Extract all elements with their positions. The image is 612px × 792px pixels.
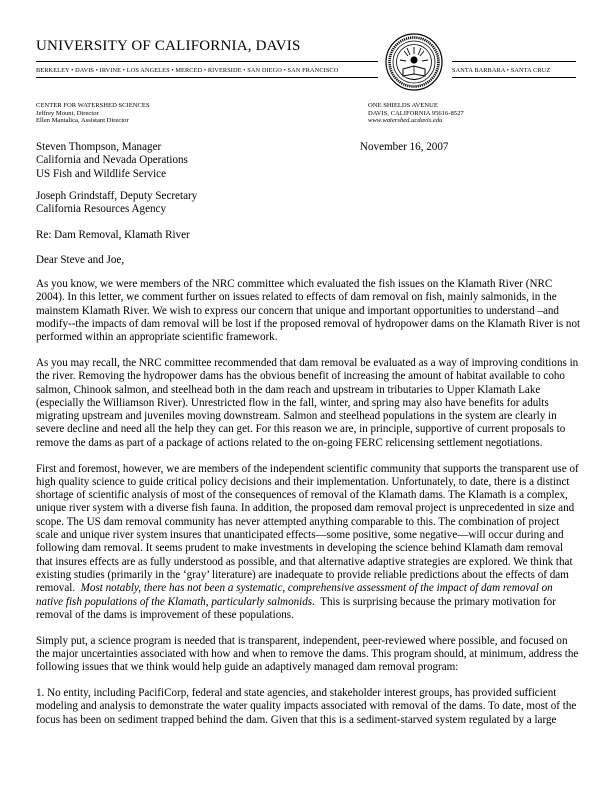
university-seal-icon [385, 33, 443, 91]
paragraph-line: migrating upstream and juveniles moving downstream. Salmon and steelhead populations in the system are clearly in [36, 410, 557, 423]
paragraph-2 [36, 356, 579, 450]
paragraph-line: high quality science to guide critical policy decisions and their implementation. Unfortunately, to date, there is a distinct [36, 475, 570, 488]
paragraph-1 [36, 278, 581, 344]
paragraph-line: As you may recall, the NRC committee recommended that dam removal be evaluated as a way of improving conditions in [36, 356, 579, 369]
emphasis-text: native fish populations of the Klamath, particularly salmonids [36, 595, 313, 608]
recipient-block-1 [36, 141, 576, 181]
paragraph-line [36, 582, 576, 595]
paragraph-line: the major uncertainties associated with how and when to remove the dams. This program should, at minimum, address the [36, 647, 579, 660]
letter-body [36, 278, 581, 739]
paragraph-line: First and foremost, however, we are members of the independent scientific community that supports the transparent use of [36, 462, 579, 475]
recipient-1-line: US Fish and Wildlife Service [36, 167, 166, 180]
paragraph-line: salmon, Chinook salmon, and steelhead both in the dam reach and upstream in tributaries to Upper Klamath Lake [36, 383, 541, 396]
website-link[interactable]: www.watershed.ucdavis.edu [368, 117, 443, 125]
paragraph-line: severe decline and need all the help they can get. For this reason we are, in principle, supportive of current proposals to [36, 423, 566, 436]
subject-line: Re: Dam Removal, Klamath River [36, 229, 190, 241]
paragraph-5 [36, 687, 576, 727]
paragraph-line: modeling and analysis to demonstrate the water quality impacts associated with removal of the dams. To date, most of the [36, 700, 577, 713]
paragraph-line: existing studies (primarily in the ‘gray’ literature) are inadequate to provide reliable predictions about the effects of dam [36, 568, 569, 581]
director-name: Jeffrey Mount, Director [36, 109, 99, 117]
paragraph-line: As you know, we were members of the NRC committee which evaluated the fish issues on the Klamath River (NRC [36, 278, 553, 290]
recipient-block-2 [36, 190, 576, 217]
paragraph-line: removal of the dams is improvement of these populations. [36, 608, 294, 621]
campus-list-left: BERKELEY • DAVIS • IRVINE • LOS ANGELES • MERCED • RIVERSIDE • SAN DIEGO • SAN FRANCISCO [36, 67, 339, 74]
center-name: CENTER FOR WATERSHED SCIENCES [36, 102, 150, 109]
paragraph-line: the river. Removing the hydropower dams has the obvious benefit of increasing the amount of habitat available to coho [36, 370, 565, 383]
assistant-director-name: Ellen Mantalica, Assistant Director [36, 117, 129, 125]
paragraph-line [36, 596, 576, 609]
recipient-1-line: California and Nevada Operations [36, 154, 188, 167]
paragraph-line: that insures effects are as fully understood as possible, and that alternative adaptive strategies are explored. We think that [36, 555, 573, 568]
recipient-2-line: California Resources Agency [36, 203, 167, 216]
paragraph-line: Simply put, a science program is needed that is transparent, independent, peer-reviewed where possible, and focused on [36, 634, 568, 647]
address-line-1: ONE SHIELDS AVENUE [368, 102, 438, 109]
letterhead-rule-bottom-right [452, 77, 576, 78]
department-block [36, 102, 150, 125]
salutation: Dear Steve and Joe, [36, 254, 125, 266]
paragraph-line: focus has been on sediment trapped behind the dam. Given that this is a sediment-starved system regulated by a large [36, 713, 557, 726]
campus-list-right: SANTA BARBARA • SANTA CRUZ [452, 67, 551, 74]
paragraph-line: (especially the Williamson River). Unrestricted flow in the fall, winter, and spring may also have benefits for adults [36, 396, 549, 409]
letterhead-rule-bottom-left [36, 77, 378, 78]
paragraph-line: following issues that we think would help guide an adaptively managed dam removal program: [36, 661, 459, 674]
recipient-1-line: Steven Thompson, Manager [36, 141, 162, 153]
paragraph-line: modify--the impacts of dam removal will be lost if the proposed removal of hydropower dams on the Klamath River is not [36, 317, 581, 330]
plain-text: removal. [36, 582, 81, 595]
paragraph-line: following dam removal. It seems prudent to make investments in developing the science behind Klamath dam removal [36, 542, 564, 555]
address-line-2: DAVIS, CALIFORNIA 95616-8527 [368, 109, 464, 117]
recipient-2-line: Joseph Grindstaff, Deputy Secretary [36, 190, 198, 202]
paragraph-line: 2004). In this letter, we comment further on issues related to effects of dam removal on fish, mainly salmonids, in the [36, 291, 557, 304]
paragraph-4 [36, 634, 579, 675]
paragraph-line: unique river system with a diverse fish fauna. In addition, the proposed dam removal project is unprecedented in size and [36, 502, 575, 515]
paragraph-line: scale and unique river system insures that unanticipated effects—some positive, some negative—will occur during and [36, 529, 564, 542]
paragraph-line: scope. The US dam removal community has never attempted anything comparable to this. The combination of project [36, 515, 560, 528]
paragraph-line: mainstem Klamath River. We wish to express our concern that unique and important opportunities to understand –and [36, 304, 559, 317]
letter-date: November 16, 2007 [360, 141, 449, 153]
emphasis-text: Most notably, there has not been a systematic, comprehensive assessment of the impact of dam removal on [80, 582, 553, 595]
address-block [368, 102, 464, 125]
letterhead-rule-top-left [36, 61, 378, 62]
paragraph-line: performed within an appropriate scientific framework. [36, 331, 278, 344]
paragraph-line: 1. No entity, including PacifiCorp, federal and state agencies, and stakeholder interest groups, has provided sufficient [36, 687, 557, 700]
paragraph-line: remove the dams as part of a package of actions related to the on-going FERC relicensing settlement negotiations. [36, 436, 543, 449]
plain-text: . This is surprising because the primary motivation for [312, 595, 556, 608]
university-title: UNIVERSITY OF CALIFORNIA, DAVIS [36, 38, 301, 54]
paragraph-line: shortage of scientific analysis of most of the consequences of removal of the Klamath dams. The Klamath is a complex, [36, 489, 568, 502]
letterhead-rule-top-right [452, 61, 576, 62]
paragraph-3 [36, 462, 579, 623]
